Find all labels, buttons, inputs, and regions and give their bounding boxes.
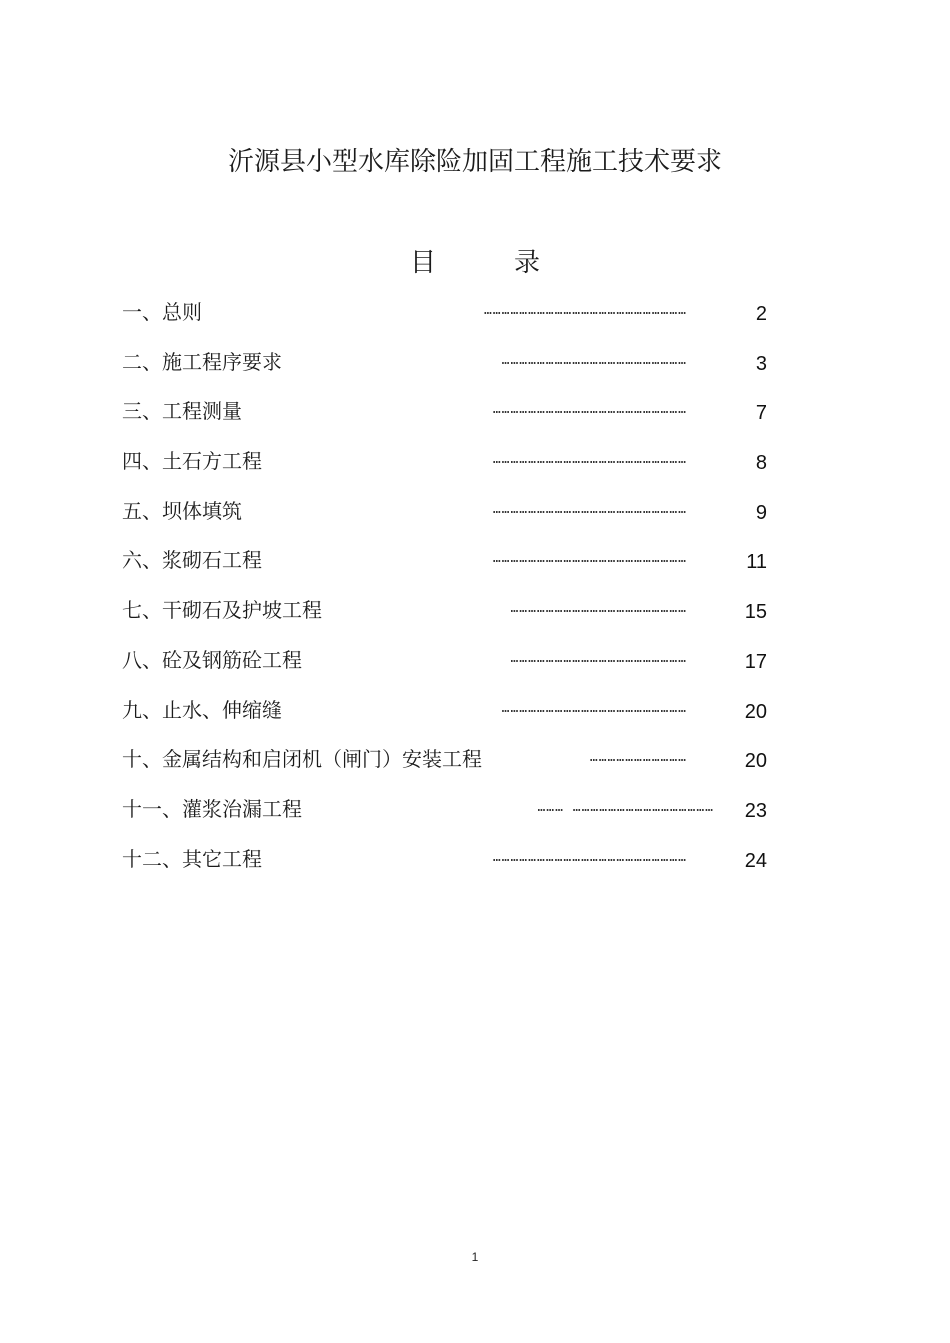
toc-entry[interactable] xyxy=(122,843,782,893)
toc-entry-leader: …………………………………………………… xyxy=(510,650,687,666)
toc-entry-page: 7 xyxy=(755,402,767,425)
toc-entry[interactable] xyxy=(122,495,782,545)
toc-entry-page: 3 xyxy=(755,352,767,375)
toc-entry-label: 九、止水、伸缩缝 xyxy=(122,697,282,722)
toc-entry[interactable] xyxy=(122,346,782,396)
toc-entry-page: 9 xyxy=(755,501,767,524)
toc-entry-label: 七、干砌石及护坡工程 xyxy=(122,598,322,623)
toc-entry-label: 三、工程测量 xyxy=(122,399,242,424)
toc-entry-leader: ………………………………………………………… xyxy=(492,849,687,865)
toc-entry-page: 17 xyxy=(744,650,767,673)
toc-entry[interactable] xyxy=(122,296,782,346)
toc-entry-leader: ………………………………………………………… xyxy=(492,551,687,567)
toc-entry-page: 24 xyxy=(744,849,767,872)
toc-entry-label: 四、土石方工程 xyxy=(122,449,262,474)
toc-entry-leader: ………………………………………………………… xyxy=(492,402,687,418)
toc-entry-label: 二、施工程序要求 xyxy=(122,349,282,374)
toc-entry-page: 20 xyxy=(744,750,767,773)
toc-entry-leader: ……………………………………………………… xyxy=(501,700,687,716)
toc-entry-label: 一、总则 xyxy=(122,300,202,324)
toc-entry-page: 2 xyxy=(755,303,767,325)
toc-entry-label: 十、金属结构和启闭机（闸门）安装工程 xyxy=(122,747,482,772)
toc-entry-page: 23 xyxy=(744,799,767,822)
toc-entry[interactable] xyxy=(122,743,782,793)
toc-entry[interactable] xyxy=(122,694,782,744)
toc-entry-label: 十一、灌浆治漏工程 xyxy=(122,796,302,821)
toc-entry-leader: ……………………………………………………… xyxy=(501,352,687,368)
toc-entry-leader: …………………………………………………… xyxy=(510,601,687,617)
toc-entry[interactable] xyxy=(122,544,782,594)
page-number: 1 xyxy=(471,1250,479,1264)
toc-heading-left: 目 xyxy=(409,248,436,278)
table-of-contents xyxy=(122,296,782,892)
toc-entry-leader: ………………………………………………………… xyxy=(492,452,687,468)
toc-entry-page: 15 xyxy=(744,601,767,624)
toc-heading xyxy=(0,245,950,281)
toc-entry[interactable] xyxy=(122,793,782,843)
toc-entry[interactable] xyxy=(122,395,782,445)
toc-entry-leader: ……… ………………………………………… xyxy=(537,799,714,815)
toc-entry-label: 五、坝体填筑 xyxy=(122,498,242,523)
toc-heading-right: 录 xyxy=(514,248,541,278)
toc-entry-leader: ………………………………………………………… xyxy=(492,501,687,517)
toc-entry-leader: …………………………… xyxy=(589,750,687,766)
toc-entry-label: 八、砼及钢筋砼工程 xyxy=(122,647,302,672)
toc-entry[interactable] xyxy=(122,644,782,694)
document-title: 沂源县小型水库除险加固工程施工技术要求 xyxy=(227,147,722,177)
toc-entry-page: 20 xyxy=(744,700,767,723)
toc-entry-leader: …………………………………………………………… xyxy=(483,303,687,318)
toc-entry-label: 六、浆砌石工程 xyxy=(122,548,262,573)
toc-entry[interactable] xyxy=(122,445,782,495)
toc-entry-label: 十二、其它工程 xyxy=(122,846,262,871)
toc-entry[interactable] xyxy=(122,594,782,644)
toc-entry-page: 11 xyxy=(746,551,767,574)
toc-entry-page: 8 xyxy=(755,452,767,475)
